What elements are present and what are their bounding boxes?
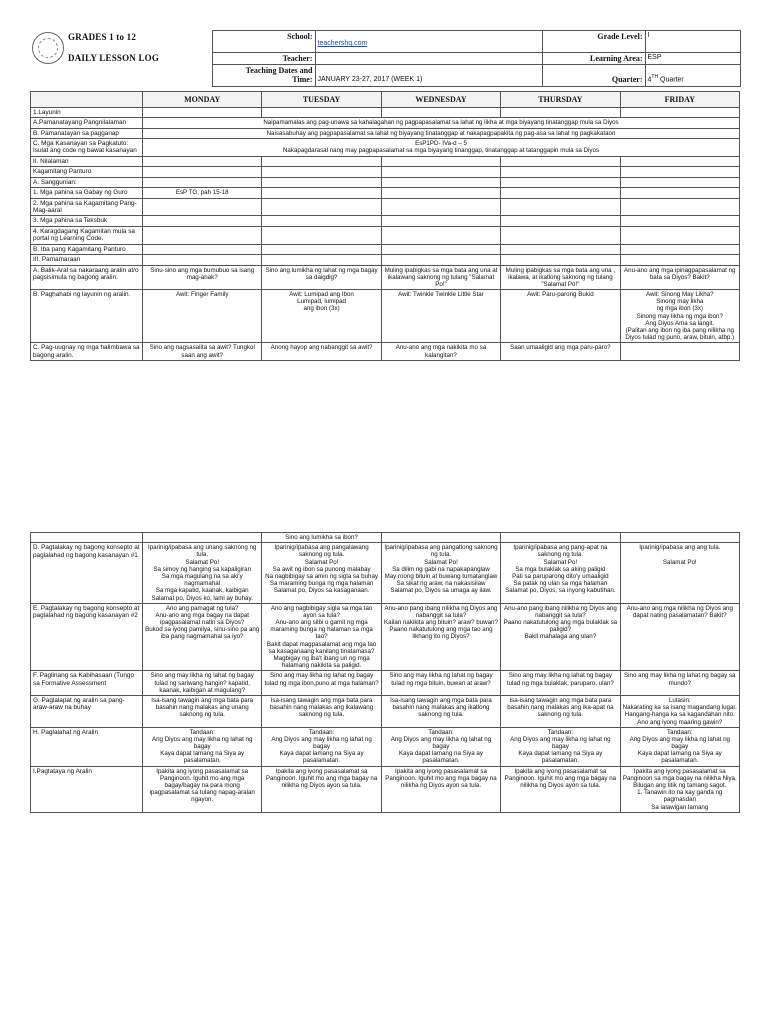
day-cell (381, 255, 500, 265)
day-cell (381, 156, 500, 166)
day-cell: Ano ang nagbibigay sigla sa mga tao ayon sa tula? Anu-ano ang silbi o gamit ng mga maraming bunga ng halaman sa mga tao? Bakit dapat magpasalamat ang mga tao sa kasaganaang kanilang tinatamasa? Magbigay ng iba't ibang uri ng mga halamang nakikita sa paligid. (262, 603, 381, 671)
day-cell: Awit: Paru-parong Bukid (501, 290, 620, 343)
row-label: 2. Mga pahina sa Kagamitang Pang-Mag-aaral (31, 198, 143, 216)
quarter-value: 4TH Quarter (645, 64, 740, 86)
day-cell (620, 167, 739, 177)
row-label: A.Pamanatayang Pangnilalaman (31, 118, 143, 128)
day-cell: Ipakita ang iyong pasasalamat sa Panginoon. Iguhit mo ang mga bagay na nilikha ng Diyos ayon sa tula. (381, 766, 500, 812)
lesson-table-page-1 (30, 91, 740, 362)
day-cell (262, 167, 381, 177)
day-cell (262, 244, 381, 254)
row-label: 1.Layunin (31, 107, 143, 117)
grade-label: Grade Level: (542, 31, 645, 53)
day-cell (620, 244, 739, 254)
day-cell (262, 198, 381, 216)
day-cell: Iparinig/ipabasa ang pangalawang saknong ng tula. Salamat Po! Sa awit ng ibon sa punong malabay Na nagbibigay sa amin ng sigla sa buhay Sa maraming bunga ng mga halaman Salamat po, Diyos sa kasaganaan. (262, 543, 381, 604)
day-cell (143, 107, 262, 117)
table-row (31, 603, 740, 671)
day-cell: Anu-ano ang mga ipinagpapasalamat ng bata sa Diyos? Bakit? (620, 265, 739, 290)
day-cell (381, 177, 500, 187)
row-label: III. Pamamaraan (31, 255, 143, 265)
table-row (31, 727, 740, 766)
spanning-cell: EsP1PD- IVa-d – 5 Nakapagdarasal nang may pagpapasalamat sa mga biyayang tinanggap, tinatanggap at tatanggapin mula sa Diyos (143, 139, 740, 157)
table-row (31, 156, 740, 166)
day-cell (262, 216, 381, 226)
grade-value: I (645, 31, 740, 53)
title-dll: DAILY LESSON LOG (68, 53, 160, 64)
day-cell (262, 188, 381, 198)
day-cell (620, 107, 739, 117)
day-cell (381, 226, 500, 244)
row-label: C. Pag-uugnay ng mga halimbawa sa bagong aralin. (31, 343, 143, 361)
day-cell (262, 107, 381, 117)
table-row (31, 118, 740, 128)
title-grades: GRADES 1 to 12 (68, 31, 137, 42)
day-cell: Tandaan: Ang Diyos ang may likha ng lahat ng bagay Kaya dapat lamang na Siya ay pasalamatan. (620, 727, 739, 766)
day-cell (620, 198, 739, 216)
table-row (31, 290, 740, 343)
table-row (31, 265, 740, 290)
table-row (31, 695, 740, 727)
row-label: F. Paglinang sa Kabihasaan (Tungo sa Formative Assessment (31, 671, 143, 696)
row-label: A. Sanggunian: (31, 177, 143, 187)
day-cell: Awit: Finger Family (143, 290, 262, 343)
day-cell (501, 167, 620, 177)
day-cell: Sino ang may likha ng lahat ng bagay tulad ng sariwang hangin? kapatid, kaanak, kaibigan at magulang? (143, 671, 262, 696)
day-cell (143, 177, 262, 187)
day-cell (143, 244, 262, 254)
day-cell (501, 198, 620, 216)
day-cell: Sinu-sino ang mga bumubuo sa isang mag-anak? (143, 265, 262, 290)
row-label: 3. Mga pahina sa Teksbuk (31, 216, 143, 226)
corner-cell (31, 91, 143, 107)
day-cell (620, 188, 739, 198)
day-cell (381, 198, 500, 216)
day-cell: Tandaan: Ang Diyos ang may likha ng lahat ng bagay Kaya dapat lamang na Siya ay pasalamatan. (143, 727, 262, 766)
quarter-label: Quarter: (542, 64, 645, 86)
teacher-label: Teacher: (212, 52, 315, 64)
teacher-value (315, 52, 542, 64)
spanning-cell: Naipamamalas ang pag-unawa sa kahalagahan ng pagpapasalamat sa lahat ng likha at mga biyayang tinatanggap mula sa Diyos (143, 118, 740, 128)
day-cell (381, 107, 500, 117)
lesson-log-page-1 (30, 30, 740, 361)
lesson-table-page-2 (30, 532, 740, 813)
header-block (30, 30, 741, 87)
deped-seal (30, 31, 66, 87)
row-label: B. Iba pang Kagamitang Panturo (31, 244, 143, 254)
day-cell (620, 343, 739, 361)
day-cell (620, 533, 739, 543)
day-cell: Tandaan: Ang Diyos ang may likha ng lahat ng bagay Kaya dapat lamang na Siya ay pasalamatan. (501, 727, 620, 766)
table-row (31, 128, 740, 138)
day-cell (381, 244, 500, 254)
day-cell (501, 216, 620, 226)
school-value (315, 31, 542, 53)
day-header: THURSDAY (501, 91, 620, 107)
day-cell (501, 533, 620, 543)
day-cell: Iparinig/ipabasa ang pangatlong saknong ng tula. Salamat Po! Sa dilim ng gabi na napakapanglaw May roong bituin at buwang tumatanglaw Sa sikat ng araw, na nakasisilaw Salamat po, Diyos sa umaga ay ilaw. (381, 543, 500, 604)
day-cell: Muling ipabigkas sa mga bata ang una at ikalawang saknong ng tulang "Salamat Po!" (381, 265, 500, 290)
day-cell (620, 156, 739, 166)
day-cell: Anu-ano pang ibang nilikha ng Diyos ang nabanggit sa tula? Paano nakatutulong ang mga bulaklak sa paligid? Bakit mahalaga ang ulan? (501, 603, 620, 671)
row-label: II. Nilalaman (31, 156, 143, 166)
day-cell: Awit: Lumipad ang Ibon Lumipad, lumipad ang ibon (3x) (262, 290, 381, 343)
day-cell: Sino ang lumikha ng lahat ng mga bagay sa daigdig? (262, 265, 381, 290)
day-cell (620, 216, 739, 226)
day-cell: Sino ang may likha ng lahat ng bagay sa mundo? (620, 671, 739, 696)
day-cell: Isa-isang tawagin ang mga bata para basahin nang malakas ang unang saknong ng tula. (143, 695, 262, 727)
day-header: FRIDAY (620, 91, 739, 107)
day-cell (143, 216, 262, 226)
day-cell (620, 255, 739, 265)
day-cell: Saan umaaligid ang mga paru-paro? (501, 343, 620, 361)
table-row (31, 533, 740, 543)
table-row (31, 216, 740, 226)
table-row (31, 343, 740, 361)
day-cell: Sino ang lumikha sa ibon? (262, 533, 381, 543)
row-label: A. Balik-Aral sa nakaraang aralin at/o pagsisimula ng bagong aralin. (31, 265, 143, 290)
day-cell: Ipakita ang iyong pasasalamat sa Panginoon. Iguhit mo ang mga bagay/bagay na para mong ipagpasalamat sa tulang napag-aralan ngayon. (143, 766, 262, 812)
day-cell (143, 198, 262, 216)
dates-value: JANUARY 23-27, 2017 (WEEK 1) (315, 64, 542, 86)
day-header: WEDNESDAY (381, 91, 500, 107)
day-cell (501, 226, 620, 244)
day-cell (262, 177, 381, 187)
row-label: I.Pagtataya ng Aralin (31, 766, 143, 812)
day-cell: Tandaan: Ang Diyos ang may likha ng lahat ng bagay Kaya dapat lamang na Siya ay pasalamatan. (262, 727, 381, 766)
table-row (31, 255, 740, 265)
row-label: C. Mga Kasanayan sa Pagkatuto: Isulat ang code ng bawat kasanayan (31, 139, 143, 157)
table-row (31, 107, 740, 117)
row-label: D. Pagtalakay ng bagong konsepto at paglalahad ng bagong kasanayan #1 (31, 543, 143, 604)
table-row (31, 167, 740, 177)
day-cell (143, 167, 262, 177)
day-cell (501, 188, 620, 198)
table-row (31, 188, 740, 198)
row-label: G. Paglalapat ng aralin sa pang-araw-araw na buhay (31, 695, 143, 727)
day-cell: Iparinig/ipabasa ang ang tula. Salamat Po! (620, 543, 739, 604)
day-cell: Sino ang may likha ng lahat ng bagay tulad ng mga bulaklak, paruparo, ulan? (501, 671, 620, 696)
day-cell: Anu-ano pang ibang nilikha ng Diyos ang nabanggit sa tula? Kailan nakikita ang bituin? araw? buwan? Paano nakatutulong ang mga tao ang likhang ito ng Diyos? (381, 603, 500, 671)
table-row (31, 177, 740, 187)
day-cell (501, 255, 620, 265)
day-cell: Isa-isang tawagin ang mga bata para basahin nang malakas ang ikalawang saknong ng tula. (262, 695, 381, 727)
day-cell: Isa-isang tawagin ang mga bata para basahin nang malakas ang ikatlong saknong ng tula. (381, 695, 500, 727)
day-cell: Awit: Twinkle Twinkle Little Star (381, 290, 500, 343)
day-cell: Ipakita ang iyong pasasalamat sa Panginoon. Iguhit mo ang mga bagay na nilikha ng Diyos ayon sa tula. (501, 766, 620, 812)
day-cell: Muling ipabigkas sa mga bata ang una , ikalawa, at ikatlong saknong ng tulang "Salamat Po!" (501, 265, 620, 290)
day-cell: Iparinig/ipabasa ang unang saknong ng tula. Salamat Po! Sa simoy ng hanging sa kapaligiran Sa mga magulang na sa aki'y nagmamahal Sa mga kapatid, kaanak, kaibigan Salamat po, Diyos ko, lami ay buhay. (143, 543, 262, 604)
day-cell (262, 255, 381, 265)
school-label: School: (212, 31, 315, 53)
day-cell (143, 255, 262, 265)
day-cell (262, 156, 381, 166)
day-cell: Lutasin: Nakarating ka sa isang magandang lugar. Hangang-hanga ka sa kagandahan nito. Ano ang iyong maaring gawin? (620, 695, 739, 727)
day-cell (143, 226, 262, 244)
day-cell (143, 156, 262, 166)
table-row (31, 226, 740, 244)
row-label: 4. Karagdagang Kagamitan mula sa portal ng Learning Code. (31, 226, 143, 244)
table-row (31, 543, 740, 604)
day-cell: Ipakita ang iyong pasasalamat sa Panginoon sa mga bagay na nilikha Niya. Bilugan ang titik ng tamang sagot. 1. Tanawin ito na kay ganda ng pagmasdan Sa ialawigan lamang (620, 766, 739, 812)
day-cell: Sino ang may likha ng lahat ng bagay tulad ng mga ibon,puno at mga halaman? (262, 671, 381, 696)
table-row (31, 671, 740, 696)
day-cell (501, 156, 620, 166)
area-value: ESP (645, 52, 740, 64)
day-header: TUESDAY (262, 91, 381, 107)
day-cell: Anong hayop ang nabanggit sa awit? (262, 343, 381, 361)
day-cell (381, 188, 500, 198)
day-cell: Isa-isang tawagin ang mga bata para basahin nang malakas ang ika-apat na saknong ng tula. (501, 695, 620, 727)
dates-label: Teaching Dates and Time: (212, 64, 315, 86)
day-cell: Ipakita ang iyong pasasalamat sa Panginoon. Iguhit mo ang mga bagay na nilikha ng Diyos ayon sa tula. (262, 766, 381, 812)
day-cell: Iparinig/ipabasa ang pang-apat na saknong ng tula. Salamat Po! Sa mga bulaklak sa aking paligid Pati sa paruparong dito'y umaaligid Sa patak ng ulan sa mga halaman Salamat po, Diyos, sa inyong kabutihan. (501, 543, 620, 604)
day-cell (143, 533, 262, 543)
day-cell: Sino ang nagsasalita sa awit? Tungkol saan ang awit? (143, 343, 262, 361)
day-cell (501, 177, 620, 187)
day-cell (620, 177, 739, 187)
table-row (31, 139, 740, 157)
day-cell: Anu-ano ang mga nakikita mo sa kalangitan? (381, 343, 500, 361)
day-cell: Anu-ano ang mga nilikha ng Diyos ang dapat nating pasalamatan? Bakit? (620, 603, 739, 671)
row-label: B. Pamanatayan sa pagganap (31, 128, 143, 138)
day-cell: Ano ang pamagat ng tula? Anu-ano ang mga bagay na dapat ipagpasalamat natin sa Diyos? Bukod sa iyong pamilya, sinu-sino pa ang iba pang nagmamahal sa iyo? (143, 603, 262, 671)
row-label: B. Paghahabi ng layunin ng aralin. (31, 290, 143, 343)
day-cell: EsP TG, pah 15-18 (143, 188, 262, 198)
table-row (31, 766, 740, 812)
table-row (31, 198, 740, 216)
day-cell (381, 216, 500, 226)
day-cell (262, 226, 381, 244)
day-cell: Tandaan: Ang Diyos ang may likha ng lahat ng bagay Kaya dapat lamang na Siya ay pasalamatan. (381, 727, 500, 766)
table-row (31, 244, 740, 254)
lesson-log-page-2 (30, 532, 740, 813)
day-cell (501, 244, 620, 254)
day-cell: Sino ang may likha ng lahat ng bagay tulad ng mga bituin, buwan at araw? (381, 671, 500, 696)
spanning-cell: Naisasabuhay ang pagpapasalamat sa lahat ng biyayang tinatanggap at nakapagpapakita ng pag-asa sa lahat ng pagkakataon (143, 128, 740, 138)
day-cell (620, 226, 739, 244)
school-link[interactable]: teachershq.com (317, 40, 368, 47)
day-cell (381, 167, 500, 177)
day-header: MONDAY (143, 91, 262, 107)
row-label: H. Paglalahat ng Aralin (31, 727, 143, 766)
day-cell (501, 107, 620, 117)
day-cell: Awit: Sinong May Likha? Sinong may likha ng mga ibon (3x) Sinong may likha ng mga ibon? Ang Diyos Ama sa langit. (Palitan ang ibon ng iba pang nilikha ng Diyos tulad ng puno, araw, bituin, atbp.) (620, 290, 739, 343)
row-label: E. Pagtalakay ng bagong konsepto at paglalahad ng bagong kasanayan #2 (31, 603, 143, 671)
day-cell (381, 533, 500, 543)
area-label: Learning Area: (542, 52, 645, 64)
row-label (31, 533, 143, 543)
row-label: 1. Mga pahina sa Gabay ng Guro (31, 188, 143, 198)
row-label: Kagamitang Panturo (31, 167, 143, 177)
